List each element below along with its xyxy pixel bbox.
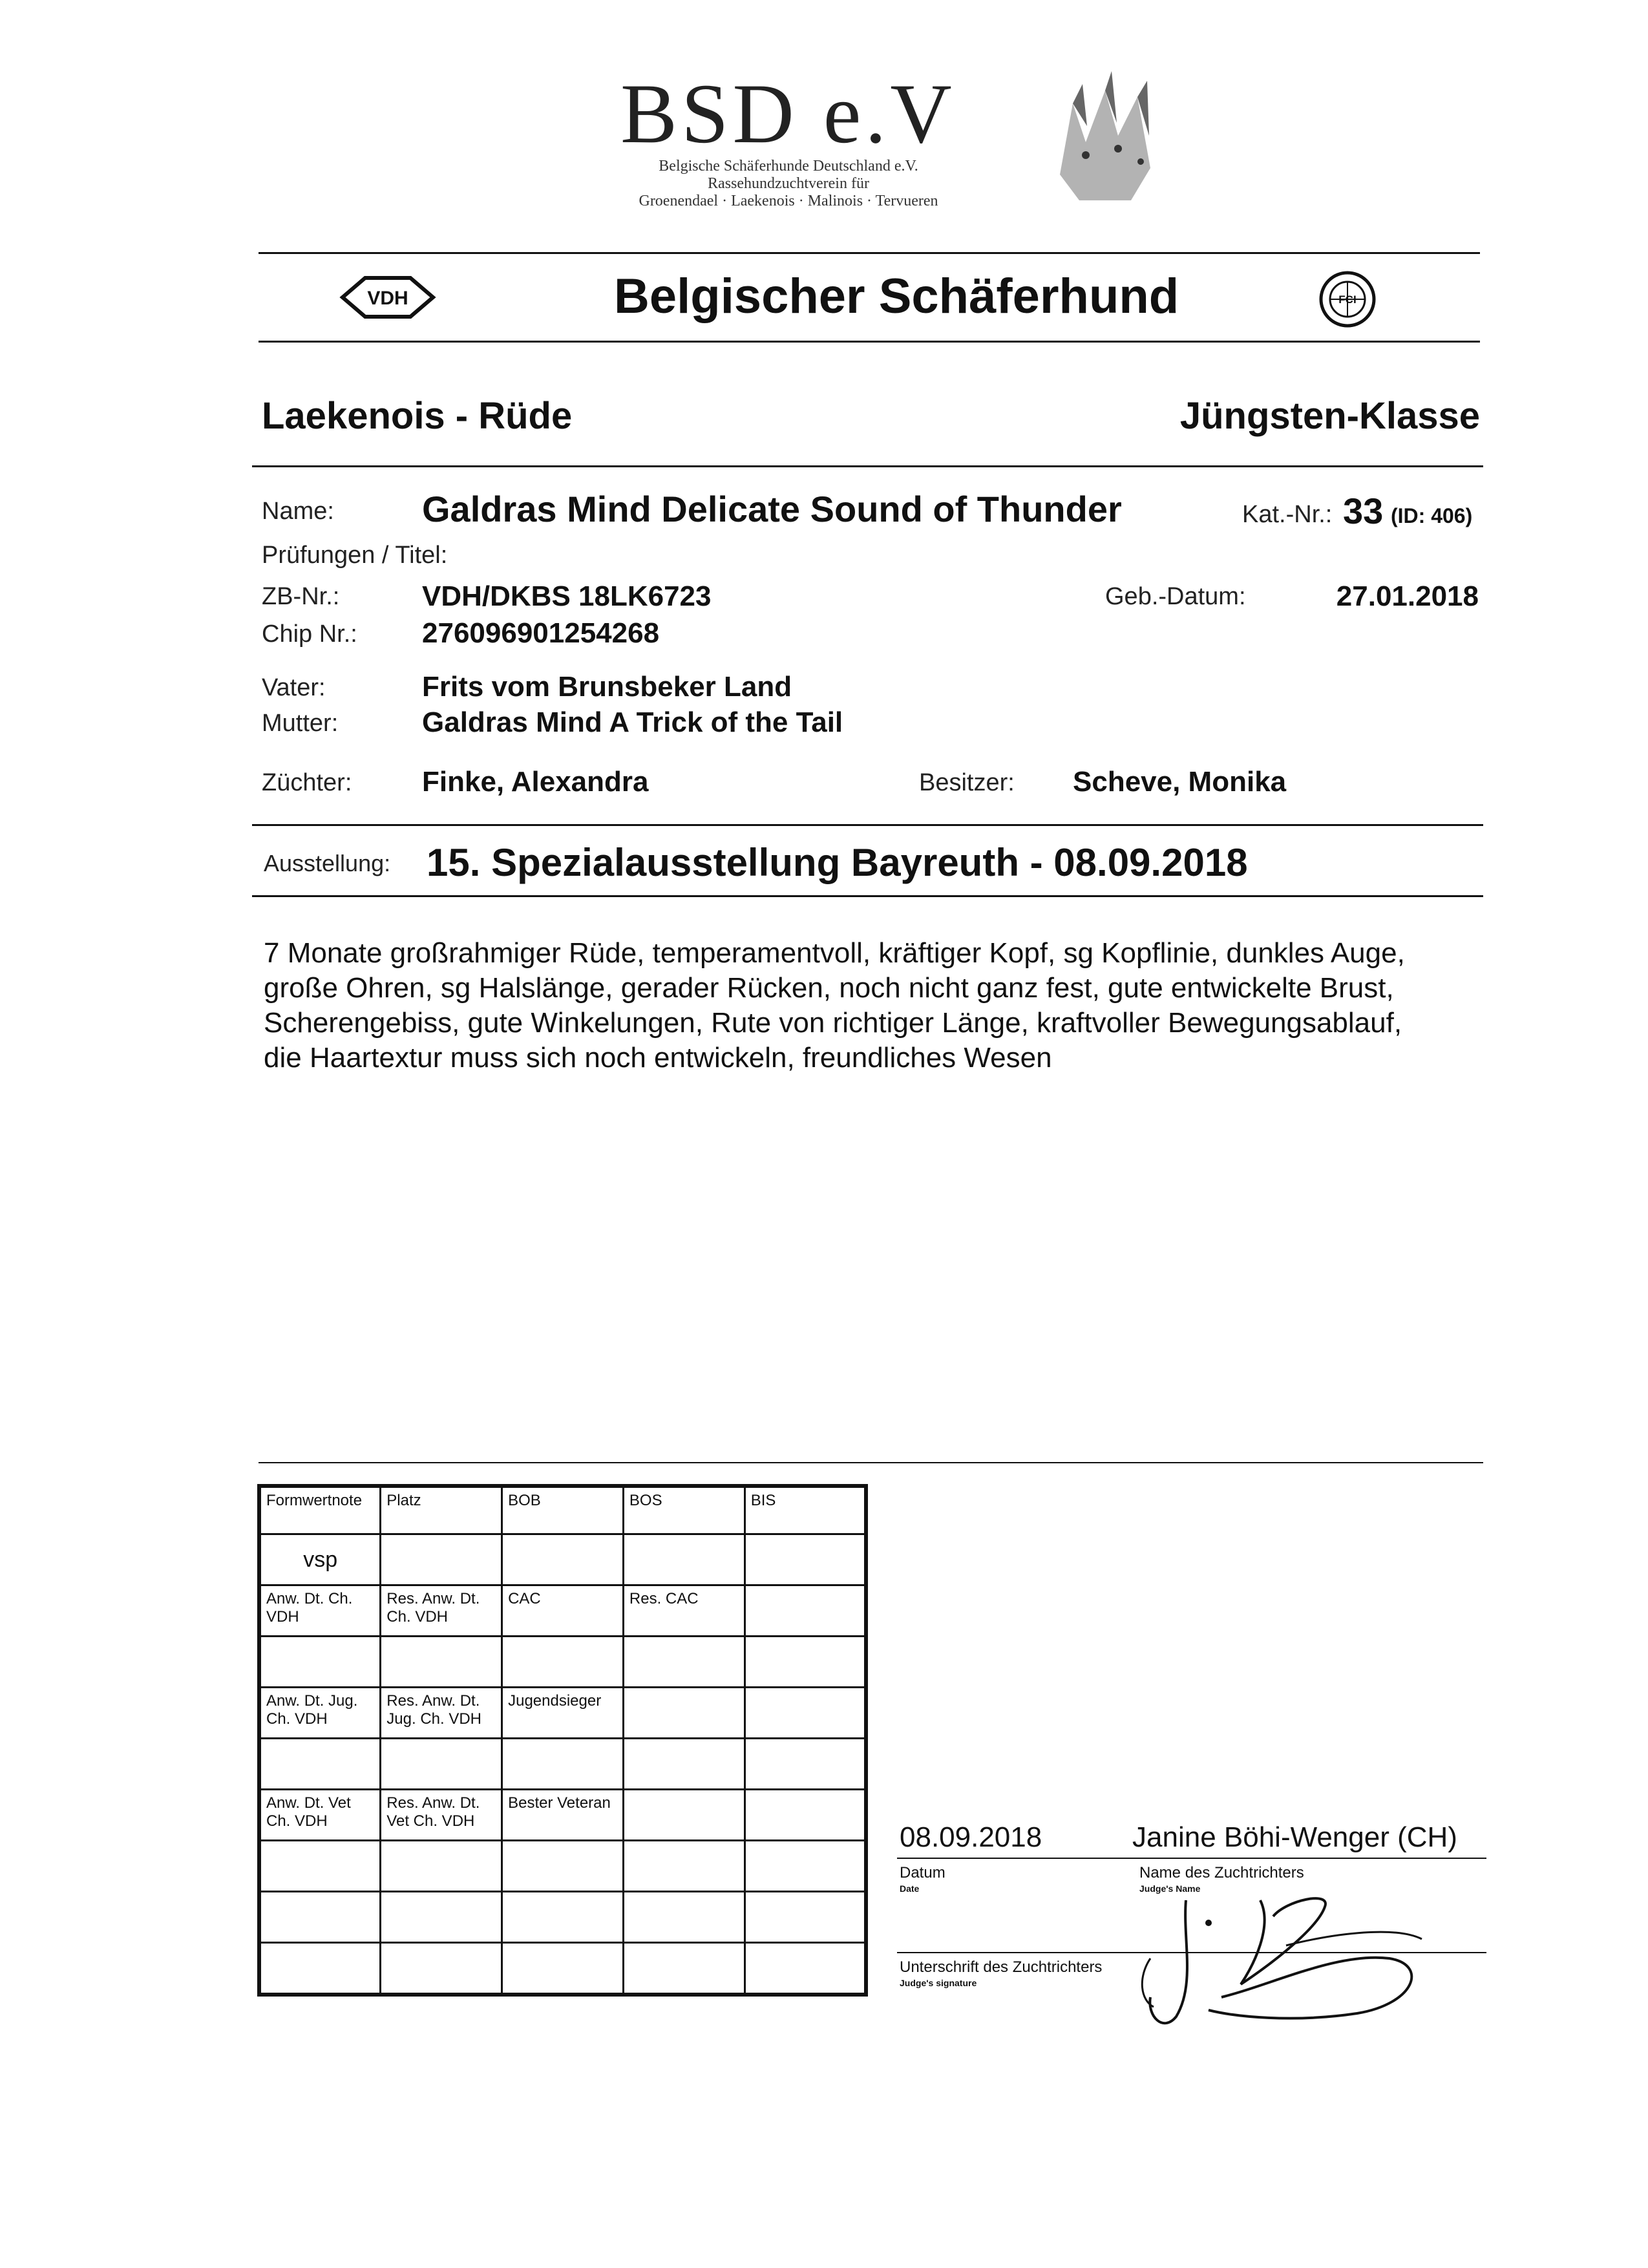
grade-header-anw-dt-ch: Anw. Dt. Ch. VDH — [259, 1585, 381, 1637]
org-subtitle-3: Groenendael · Laekenois · Malinois · Tervueren — [639, 193, 938, 209]
dog-name: Galdras Mind Delicate Sound of Thunder — [422, 489, 1122, 529]
critique-line: Scherengebiss, gute Winkelungen, Rute von richtiger Länge, kraftvoller Bewegungsablauf, — [264, 1007, 1402, 1039]
grade-header-empty — [745, 1585, 866, 1637]
grade-value-cell — [381, 1534, 502, 1585]
grade-value-cell — [745, 1943, 866, 1995]
grade-header-jugendsieger: Jugendsieger — [502, 1688, 624, 1739]
banner-bottom-rule — [259, 341, 1480, 343]
owner-label: Besitzer: — [919, 769, 1015, 796]
signature-label-en: Judge's signature — [900, 1978, 977, 1988]
breed-sex: Laekenois - Rüde — [262, 395, 573, 437]
org-subtitle-2: Rassehundzuchtverein für — [708, 175, 869, 192]
org-subtitle-1: Belgische Schäferhunde Deutschland e.V. — [659, 158, 918, 175]
zb-label: ZB-Nr.: — [262, 583, 340, 610]
grade-header-bob: BOB — [502, 1486, 624, 1534]
grade-value-cell — [623, 1637, 745, 1688]
owner-name: Scheve, Monika — [1073, 766, 1287, 798]
judge-name: Janine Böhi-Wenger (CH) — [1132, 1821, 1457, 1853]
letterhead — [582, 66, 1034, 210]
sire-label: Vater: — [262, 674, 326, 701]
zb-number: VDH/DKBS 18LK6723 — [422, 580, 712, 612]
titles-label: Prüfungen / Titel: — [262, 542, 448, 569]
show-name: 15. Spezialausstellung Bayreuth - 08.09.2018 — [427, 841, 1248, 884]
fci-logo-text: FCI — [1338, 293, 1357, 306]
grade-value-cell — [259, 1841, 381, 1892]
judge-label: Name des Zuchtrichters — [1139, 1864, 1304, 1881]
grade-header-empty — [745, 1790, 866, 1841]
grade-header-cac: CAC — [502, 1585, 624, 1637]
fci-logo-icon — [1318, 270, 1377, 328]
grade-header-anw-dt-jug-ch: Anw. Dt. Jug. Ch. VDH — [259, 1688, 381, 1739]
grade-value-cell — [381, 1739, 502, 1790]
dog-id: (ID: 406) — [1391, 504, 1473, 527]
date-label: Datum — [900, 1864, 945, 1881]
class-name: Jüngsten-Klasse — [1179, 395, 1480, 437]
grade-value-cell — [381, 1892, 502, 1943]
grade-value-cell — [502, 1841, 624, 1892]
grade-header-empty — [745, 1688, 866, 1739]
critique-line: große Ohren, sg Halslänge, gerader Rücken, noch nicht ganz fest, gute entwickelte Brust, — [264, 972, 1394, 1004]
birth-date: 27.01.2018 — [1336, 580, 1479, 612]
grade-value-cell — [381, 1637, 502, 1688]
grade-header-formwertnote: Formwertnote — [259, 1486, 381, 1534]
show-rule — [252, 895, 1483, 897]
grade-header-bester-veteran: Bester Veteran — [502, 1790, 624, 1841]
show-label: Ausstellung: — [264, 850, 391, 876]
grade-value-cell — [502, 1943, 624, 1995]
grade-header-empty — [623, 1688, 745, 1739]
grade-value-cell — [745, 1534, 866, 1585]
chip-number: 276096901254268 — [422, 617, 660, 649]
grade-value-cell — [745, 1841, 866, 1892]
class-rule — [252, 465, 1483, 467]
grade-value-cell — [381, 1841, 502, 1892]
critique-line: die Haartextur muss sich noch entwickeln, freundliches Wesen — [264, 1042, 1052, 1074]
banner-top-rule — [259, 252, 1480, 254]
handwritten-signature — [1125, 1887, 1461, 2042]
grade-value-cell — [502, 1534, 624, 1585]
judging-date: 08.09.2018 — [900, 1821, 1042, 1853]
grade-value-cell — [623, 1739, 745, 1790]
details-rule — [252, 824, 1483, 826]
breeder-name: Finke, Alexandra — [422, 766, 649, 798]
kat-label: Kat.-Nr.: — [1242, 501, 1333, 528]
grade-value-cell — [745, 1637, 866, 1688]
vdh-logo-icon — [339, 275, 436, 320]
sire-name: Frits vom Brunsbeker Land — [422, 671, 792, 703]
grade-value-cell — [259, 1892, 381, 1943]
grade-value-cell — [623, 1943, 745, 1995]
birth-label: Geb.-Datum: — [1105, 583, 1246, 610]
critique-line: 7 Monate großrahmiger Rüde, temperamentvoll, kräftiger Kopf, sg Kopflinie, dunkles Auge, — [264, 937, 1405, 969]
grade-value-cell — [745, 1739, 866, 1790]
grade-value-cell — [502, 1739, 624, 1790]
critique-text — [264, 936, 1405, 1076]
grade-value-cell — [259, 1739, 381, 1790]
chip-label: Chip Nr.: — [262, 620, 357, 648]
grade-header-anw-dt-vet-ch: Anw. Dt. Vet Ch. VDH — [259, 1790, 381, 1841]
dog-heads-logo-icon — [1034, 65, 1176, 207]
signature-date-rule — [897, 1858, 1486, 1859]
name-label: Name: — [262, 498, 334, 525]
grade-value-cell — [623, 1892, 745, 1943]
grades-top-rule — [259, 1462, 1483, 1463]
grade-value-cell — [502, 1892, 624, 1943]
grade-header-empty — [623, 1790, 745, 1841]
grade-value-formwertnote: vsp — [259, 1534, 381, 1585]
grade-header-bos: BOS — [623, 1486, 745, 1534]
breeder-label: Züchter: — [262, 769, 352, 796]
grade-value-cell — [623, 1534, 745, 1585]
grade-value-cell — [502, 1637, 624, 1688]
grades-table — [257, 1484, 868, 1997]
date-label-en: Date — [900, 1883, 920, 1894]
judge-label-en: Judge's Name — [1139, 1883, 1201, 1894]
grade-value-cell — [745, 1892, 866, 1943]
grade-value-cell — [259, 1943, 381, 1995]
grade-value-cell — [381, 1943, 502, 1995]
grade-value-cell — [623, 1841, 745, 1892]
grade-header-res-cac: Res. CAC — [623, 1585, 745, 1637]
grade-header-bis: BIS — [745, 1486, 866, 1534]
dam-label: Mutter: — [262, 710, 339, 737]
dam-name: Galdras Mind A Trick of the Tail — [422, 706, 843, 738]
banner-title: Belgischer Schäferhund — [614, 269, 1179, 324]
kat-number: 33 — [1343, 491, 1384, 531]
grade-header-res-anw-dt-jug-ch: Res. Anw. Dt. Jug. Ch. VDH — [381, 1688, 502, 1739]
vdh-logo-text: VDH — [367, 288, 408, 309]
signature-label: Unterschrift des Zuchtrichters — [900, 1958, 1103, 1976]
grade-value-cell — [259, 1637, 381, 1688]
grade-header-platz: Platz — [381, 1486, 502, 1534]
grade-header-res-anw-dt-ch: Res. Anw. Dt. Ch. VDH — [381, 1585, 502, 1637]
org-logo-text: BSD e.V — [620, 66, 956, 161]
grade-header-res-anw-dt-vet-ch: Res. Anw. Dt. Vet Ch. VDH — [381, 1790, 502, 1841]
